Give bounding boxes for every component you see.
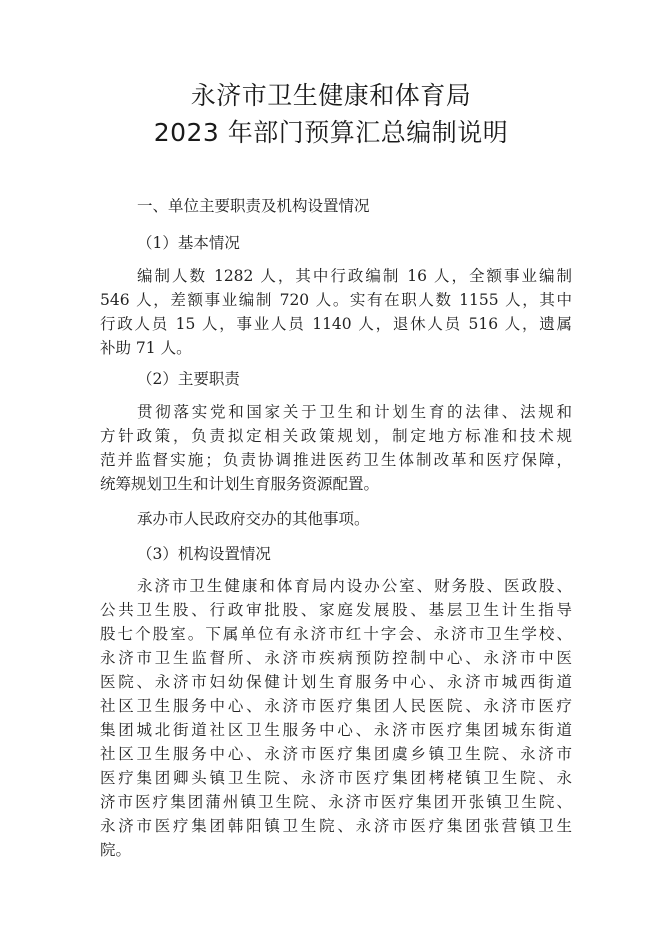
sub3-line-7: 集团城北街道社区卫生服务中心、永济市医疗集团城东街道 [100, 721, 572, 739]
sub2-line-2: 方针政策，负责拟定相关政策规划，制定地方标准和技术规 [100, 427, 572, 445]
sub1-line-2: 546 人，差额事业编制 720 人。实有在职人数 1155 人，其中 [100, 291, 572, 309]
sub3-line-5: 医院、永济市妇幼保健计划生育服务中心、永济市城西街道 [100, 673, 572, 691]
sub3-heading: （3）机构设置情况 [137, 545, 271, 563]
document-title-line2: 2023 年部门预算汇总编制说明 [153, 118, 509, 147]
sub2-line-4: 统筹规划卫生和计划生育服务资源配置。 [100, 475, 380, 493]
sub3-line-4: 永济市卫生监督所、永济市疾病预防控制中心、永济市中医 [100, 649, 572, 667]
sub2-paragraph [100, 400, 572, 496]
sub3-line-10: 济市医疗集团蒲州镇卫生院、永济市医疗集团开张镇卫生院、 [100, 793, 572, 811]
sub1-heading: （1）基本情况 [137, 234, 240, 252]
sub2-extra-line: 承办市人民政府交办的其他事项。 [137, 510, 370, 528]
sub3-paragraph [100, 574, 572, 862]
sub3-line-2: 公共卫生股、行政审批股、家庭发展股、基层卫生计生指导 [100, 601, 572, 619]
sub2-line-3: 范并监督实施；负责协调推进医药卫生体制改革和医疗保障， [100, 451, 572, 469]
sub1-line-3: 行政人员 15 人，事业人员 1140 人，退休人员 516 人，遗属 [100, 315, 572, 333]
sub3-line-12: 院。 [100, 841, 132, 859]
document-title-line1: 永济市卫生健康和体育局 [190, 81, 472, 110]
sub1-line-1: 编制人数 1282 人，其中行政编制 16 人，全额事业编制 [137, 267, 572, 285]
sub1-line-4: 补助 71 人。 [100, 339, 192, 357]
sub1-paragraph [100, 264, 572, 360]
sub3-line-3: 股七个股室。下属单位有永济市红十字会、永济市卫生学校、 [100, 625, 572, 643]
sub2-heading: （2）主要职责 [137, 370, 240, 388]
section1-heading: 一、单位主要职责及机构设置情况 [137, 197, 370, 215]
sub3-line-9: 医疗集团卿头镇卫生院、永济市医疗集团栲栳镇卫生院、永 [100, 769, 572, 787]
sub3-line-11: 永济市医疗集团韩阳镇卫生院、永济市医疗集团张营镇卫生 [100, 817, 572, 835]
sub3-line-1: 永济市卫生健康和体育局内设办公室、财务股、医政股、 [137, 577, 572, 595]
sub3-line-8: 社区卫生服务中心、永济市医疗集团虞乡镇卫生院、永济市 [100, 745, 572, 763]
sub2-line-1: 贯彻落实党和国家关于卫生和计划生育的法律、法规和 [137, 403, 572, 421]
sub3-line-6: 社区卫生服务中心、永济市医疗集团人民医院、永济市医疗 [100, 697, 572, 715]
